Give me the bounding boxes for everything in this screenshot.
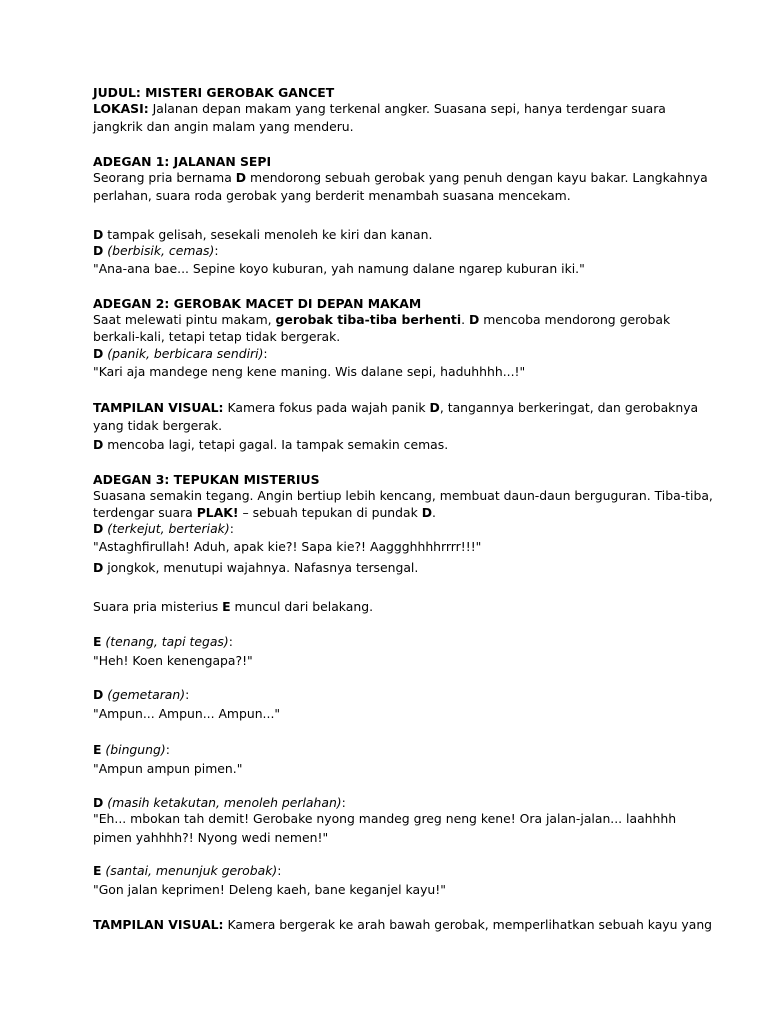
italic-text: (santai, menunjuk gerobak) — [105, 863, 278, 878]
italic-text: (tenang, tapi tegas) — [105, 634, 229, 649]
text-segment: jongkok, menutupi wajahnya. Nafasnya tersengal. — [103, 560, 419, 575]
bold-text: ADEGAN 1: JALANAN SEPI — [93, 154, 272, 169]
text-line — [93, 100, 666, 118]
text-segment: "Ampun... Ampun... Ampun..." — [93, 706, 281, 721]
text-line — [93, 118, 354, 136]
text-line — [93, 345, 268, 363]
text-segment: : — [229, 521, 234, 536]
text-segment: tampak gelisah, sesekali menoleh ke kiri dan kanan. — [103, 227, 433, 242]
bold-text: TAMPILAN VISUAL: — [93, 400, 224, 415]
text-segment: "Kari aja mandege neng kene maning. Wis dalane sepi, haduhhhh...!" — [93, 364, 526, 379]
bold-text: D — [93, 346, 104, 361]
bold-text: D — [429, 400, 440, 415]
text-segment: "Ampun ampun pimen." — [93, 761, 243, 776]
bold-text: D — [93, 521, 104, 536]
text-segment: pimen yahhhh?! Nyong wedi nemen!" — [93, 830, 329, 845]
italic-text: (gemetaran) — [107, 687, 186, 702]
text-segment: : — [214, 243, 219, 258]
text-line — [93, 559, 418, 577]
bold-text: D — [93, 437, 104, 452]
text-line — [93, 916, 712, 934]
italic-text: (panik, berbicara sendiri) — [107, 346, 264, 361]
bold-text: E — [93, 742, 102, 757]
text-line — [93, 311, 670, 329]
text-line — [93, 328, 340, 346]
bold-text: ADEGAN 3: TEPUKAN MISTERIUS — [93, 472, 320, 487]
bold-text: E — [222, 599, 231, 614]
text-segment: berkali-kali, tetapi tetap tidak bergerak. — [93, 329, 341, 344]
bold-text: TAMPILAN VISUAL: — [93, 917, 224, 932]
bold-text: E — [93, 634, 102, 649]
bold-text: JUDUL: MISTERI GEROBAK GANCET — [93, 85, 335, 100]
text-line — [93, 169, 708, 187]
text-line — [93, 187, 571, 205]
text-segment: . — [461, 312, 469, 327]
text-line — [93, 363, 525, 381]
text-segment: Jalanan depan makam yang terkenal angker. Suasana sepi, hanya terdengar suara — [148, 101, 666, 116]
italic-text: (masih ketakutan, menoleh perlahan) — [107, 795, 342, 810]
text-line — [93, 829, 328, 847]
text-segment: muncul dari belakang. — [230, 599, 374, 614]
text-segment: "Heh! Koen kenengapa?!" — [93, 653, 253, 668]
text-segment: mencoba lagi, tetapi gagal. Ia tampak semakin cemas. — [103, 437, 449, 452]
text-line — [93, 705, 280, 723]
text-line — [93, 598, 373, 616]
text-segment: mendorong sebuah gerobak yang penuh dengan kayu bakar. Langkahnya — [246, 170, 708, 185]
text-line — [93, 242, 219, 260]
bold-text: D — [468, 312, 480, 327]
bold-text: gerobak tiba-tiba berhenti — [275, 312, 462, 327]
bold-text: D — [93, 560, 104, 575]
text-segment: yang tidak bergerak. — [93, 418, 223, 433]
text-line — [93, 881, 446, 899]
text-line — [93, 741, 170, 759]
italic-text: (terkejut, berteriak) — [107, 521, 230, 536]
text-line — [93, 436, 448, 454]
text-segment: – sebuah tepukan di pundak — [238, 505, 422, 520]
bold-text: LOKASI: — [93, 101, 149, 116]
text-segment: Suara pria misterius — [93, 599, 223, 614]
text-line — [93, 760, 242, 778]
text-segment: : — [341, 795, 346, 810]
text-segment: mencoba mendorong gerobak — [479, 312, 671, 327]
text-line — [93, 260, 585, 278]
text-segment: "Ana-ana bae... Sepine koyo kuburan, yah namung dalane ngarep kuburan iki." — [93, 261, 585, 276]
text-segment: "Eh... mbokan tah demit! Gerobake nyong mandeg greg neng kene! Ora jalan-jalan... laahhhh — [93, 811, 677, 826]
bold-text: D — [93, 795, 104, 810]
italic-text: (berbisik, cemas) — [107, 243, 215, 258]
text-line — [93, 862, 281, 880]
text-segment: "Astaghfirullah! Aduh, apak kie?! Sapa kie?! Aaggghhhhrrrr!!!" — [93, 539, 482, 554]
text-segment: terdengar suara — [93, 505, 197, 520]
text-segment: perlahan, suara roda gerobak yang berderit menambah suasana mencekam. — [93, 188, 571, 203]
text-segment: Seorang pria bernama — [93, 170, 236, 185]
text-line — [93, 686, 189, 704]
text-segment: Suasana semakin tegang. Angin bertiup lebih kencang, membuat daun-daun berguguran. Tiba-tiba, — [93, 488, 713, 503]
italic-text: (bingung) — [105, 742, 166, 757]
text-line — [93, 417, 222, 435]
text-segment: : — [277, 863, 282, 878]
text-segment: Kamera bergerak ke arah bawah gerobak, memperlihatkan sebuah kayu yang — [223, 917, 713, 932]
text-segment: , tangannya berkeringat, dan gerobaknya — [439, 400, 699, 415]
text-segment: : — [165, 742, 170, 757]
text-segment: Kamera fokus pada wajah panik — [223, 400, 430, 415]
text-line — [93, 810, 676, 828]
bold-text: D — [93, 687, 104, 702]
text-segment: Saat melewati pintu makam, — [93, 312, 276, 327]
text-segment: "Gon jalan keprimen! Deleng kaeh, bane keganjel kayu!" — [93, 882, 446, 897]
bold-text: D — [421, 505, 433, 520]
text-segment: : — [263, 346, 268, 361]
text-line — [93, 538, 481, 556]
bold-text: D — [93, 227, 104, 242]
bold-text: PLAK! — [196, 505, 239, 520]
bold-text: E — [93, 863, 102, 878]
text-segment: : — [185, 687, 190, 702]
text-line — [93, 652, 253, 670]
text-line — [93, 520, 234, 538]
text-segment: . — [432, 505, 436, 520]
text-line — [93, 487, 713, 505]
text-segment: : — [228, 634, 233, 649]
text-line — [93, 399, 698, 417]
bold-text: D — [235, 170, 247, 185]
text-line — [93, 633, 233, 651]
bold-text: ADEGAN 2: GEROBAK MACET DI DEPAN MAKAM — [93, 296, 422, 311]
bold-text: D — [93, 243, 104, 258]
text-segment: jangkrik dan angin malam yang menderu. — [93, 119, 354, 134]
